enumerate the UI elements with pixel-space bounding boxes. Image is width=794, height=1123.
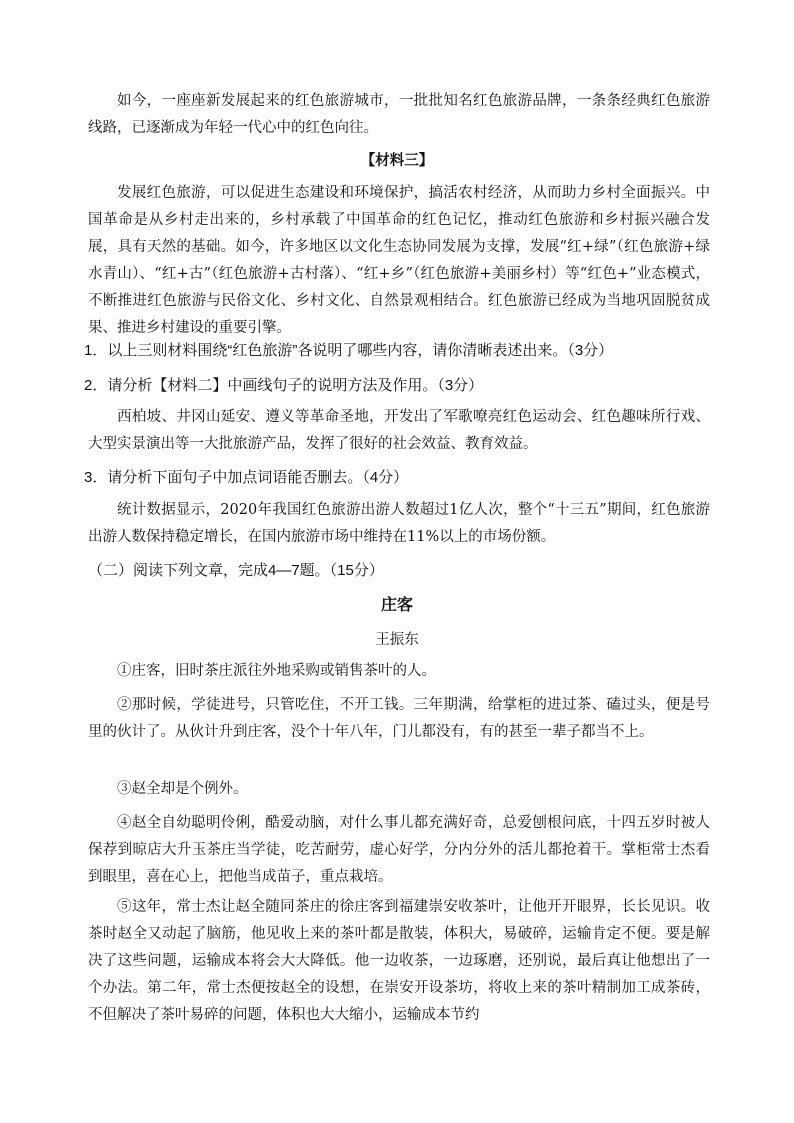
story-paragraph-1: ①庄客，旧时茶庄派往外地采购或销售茶叶的人。 bbox=[117, 663, 436, 679]
story-paragraph-2: ②那时候，学徒进号，只管吃住，不开工钱。三年期满，给掌柜的进过茶、磕过头，便是号里的伙计了。从伙计升到庄客，没个十年八年，门儿都没有，有的甚至一辈子都当不上。 bbox=[88, 697, 710, 740]
question-2-quote: 西柏坡、井冈山延安、遵义等革命圣地，开发出了军歌嘹亮红色运动会、红色趣味所行戏、大型实景演出等一大批旅游产品，发挥了很好的社会效益、教育效益。 bbox=[88, 409, 710, 452]
material3-title: 【材料三】 bbox=[360, 152, 434, 169]
question-2: 2．请分析【材料二】中画线句子的说明方法及作用。（3分） bbox=[84, 377, 484, 394]
story-title: 庄客 bbox=[380, 595, 413, 614]
story-paragraph-5: ⑤这年，常士杰让赵全随同茶庄的徐庄客到福建崇安收茶叶，让他开开眼界，长长见识。收茶时赵全又动起了脑筋，他见收上来的茶叶都是散装，体积大，易破碎，运输肯定不便。要是解决了这些问题，运输成本将会大大降低。他一边收茶，一边琢磨，还别说，最后真让他想出了一个办法。第二年，常士杰便按赵全的设想，在崇安开设茶坊，将收上来的茶叶精制加工成茶砖，不但解决了茶叶易碎的问题，体积也大大缩小，运输成本节约 bbox=[88, 899, 710, 1023]
story-author: 王振东 bbox=[375, 632, 419, 648]
material2-closing-paragraph: 如今，一座座新发展起来的红色旅游城市，一批批知名红色旅游品牌，一条条经典红色旅游线路，已逐渐成为年轻一代心中的红色向往。 bbox=[88, 93, 710, 136]
story-paragraph-4: ④赵全自幼聪明伶俐，酷爱动脑，对什么事儿都充满好奇，总爱刨根问底，十四五岁时被人保荐到晾店大升玉茶庄当学徒，吃苦耐劳，虚心好学，分内分外的活儿都抢着干。掌柜常士杰看到眼里，喜在心上，把他当成苗子，重点栽培。 bbox=[88, 815, 710, 885]
question-3-quote: 统计数据显示，2020年我国红色旅游出游人数超过1亿人次，整个“十三五”期间，红色旅游出游人数保持稳定增长，在国内旅游市场中维持在11%以上的市场份额。 bbox=[88, 502, 710, 545]
question-1: 1．以上三则材料围绕“红色旅游”各说明了哪些内容，请你清晰表述出来。（3分） bbox=[84, 342, 614, 359]
section2-heading: （二）阅读下列文章，完成4—7题。（15分） bbox=[88, 562, 384, 579]
story-paragraph-3: ③赵全却是个例外。 bbox=[117, 781, 248, 797]
material3-body: 发展红色旅游，可以促进生态建设和环境保护，搞活农村经济，从而助力乡村全面振兴。中国革命是从乡村走出来的，乡村承载了中国革命的红色记忆，推动红色旅游和乡村振兴融合发展，具有天然的基础。如今，许多地区以文化生态协同发展为支撑，发展“红+绿”（红色旅游+绿水青山）、“红+古”（红色旅游+古村落）、“红+乡”（红色旅游+美丽乡村）等“红色+”业态模式，不断推进红色旅游与民俗文化、乡村文化、自然景观相结合。红色旅游已经成为当地巩固脱贫成果、推进乡村建设的重要引擎。 bbox=[88, 185, 710, 336]
question-3: 3．请分析下面句子中加点词语能否删去。（4分） bbox=[84, 469, 409, 486]
